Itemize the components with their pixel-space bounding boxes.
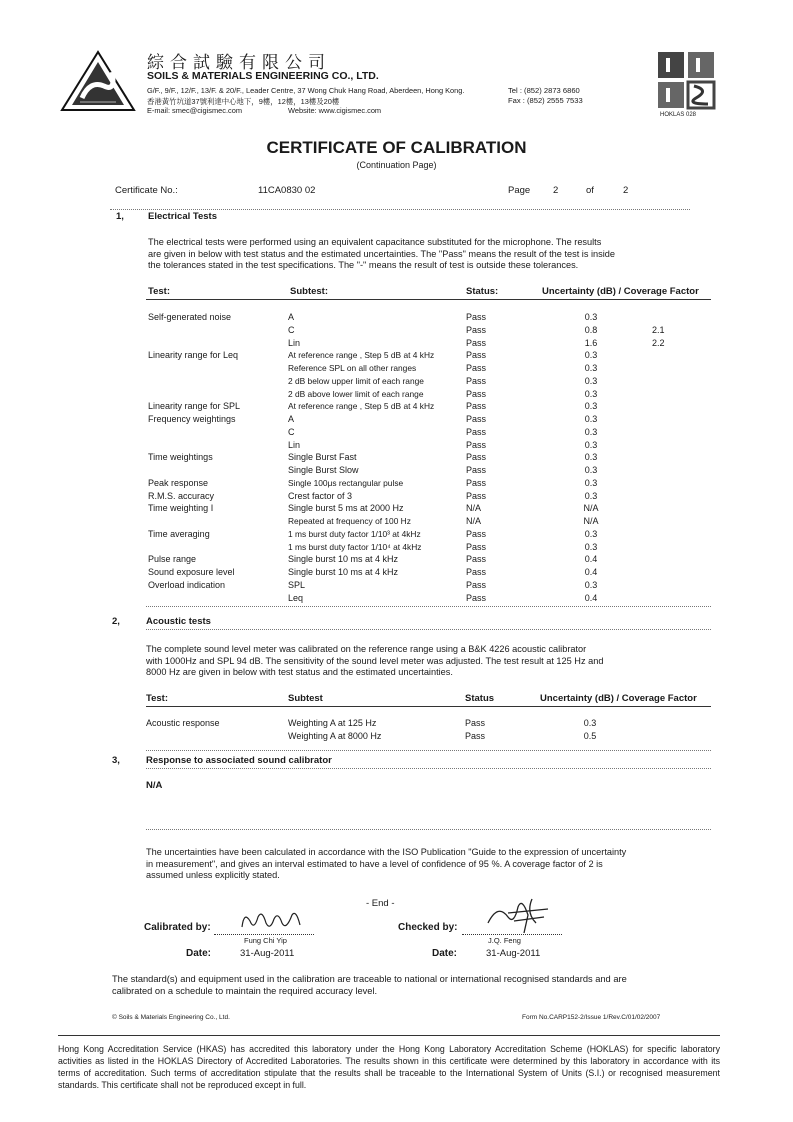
website: Website: www.cigismec.com bbox=[288, 106, 382, 115]
table-cell-status: N/A bbox=[466, 516, 482, 526]
table-cell-unc: 0.3 bbox=[584, 375, 598, 386]
accreditation-footer: Hong Kong Accreditation Service (HKAS) has accredited this laboratory under the Hong Kong Laboratory Accreditation Scheme (HOKLAS) for specific laboratory activities as listed in the HOKLAS Directory of Accredited Laboratories. The results shown in this certificate were determined by this laboratory in accordance with its terms of accreditation. Such terms of accreditation stipulate that the results shall be traceable to the International System of Units (S.I.) or recognised measurement standards. This certificate shall not be reproduced except in full. bbox=[58, 1044, 720, 1090]
paragraph-line: The uncertainties have been calculated in accordance with the ISO Publication "Guide to the expression of uncertainty bbox=[146, 847, 627, 857]
table-cell-subtest: SPL bbox=[288, 579, 306, 590]
table-cell-unc: 0.3 bbox=[583, 718, 597, 728]
section-2-paragraph bbox=[146, 644, 603, 679]
table-cell-unc: 0.3 bbox=[584, 401, 598, 412]
table-cell-test: Linearity range for SPL bbox=[148, 401, 241, 412]
checked-by-label: Checked by: bbox=[398, 922, 458, 933]
paragraph-line: assumed unless explicitly stated. bbox=[146, 870, 280, 881]
table-cell-status: Pass bbox=[466, 439, 487, 450]
section-1-heading: Electrical Tests bbox=[148, 211, 218, 222]
footer-rule bbox=[58, 1035, 720, 1036]
calibrated-by-label: Calibrated by: bbox=[144, 922, 211, 933]
table-cell-unc: 1.6 bbox=[584, 337, 598, 348]
company-name-en: SOILS & MATERIALS ENGINEERING CO., LTD. bbox=[147, 70, 379, 82]
certificate-title: CERTIFICATE OF CALIBRATION bbox=[266, 138, 527, 157]
section-3-number: 3, bbox=[112, 755, 120, 766]
table-cell-subtest: A bbox=[288, 414, 295, 424]
table-cell-subtest: Leq bbox=[288, 592, 304, 603]
table-cell-unc: 0.4 bbox=[584, 592, 598, 603]
copyright: © Soils & Materials Engineering Co., Ltd. bbox=[112, 1014, 230, 1021]
table-cell-test: Pulse range bbox=[148, 554, 197, 565]
table-cell-status: Pass bbox=[466, 312, 487, 322]
paragraph-line: The standard(s) and equipment used in the calibration are traceable to national or international recognised standards and are bbox=[112, 974, 627, 984]
table-cell-subtest: A bbox=[288, 312, 295, 322]
certificate-number-label: Certificate No.: bbox=[115, 185, 178, 196]
table-cell-unc: 0.3 bbox=[584, 350, 598, 361]
table-cell-unc: 0.3 bbox=[584, 528, 598, 539]
table-cell-subtest: Repeated at frequency of 100 Hz bbox=[288, 516, 411, 526]
paragraph-line: the tolerances stated in the test specifications. The "-" means the result of test is outside these tolerances. bbox=[148, 260, 579, 271]
table-cell-status: Pass bbox=[466, 465, 487, 475]
page-label: Page bbox=[508, 185, 531, 196]
table-cell-status: Pass bbox=[466, 350, 487, 361]
table-cell-subtest: Weighting A at 125 Hz bbox=[288, 718, 377, 728]
table-cell-subtest: Reference SPL on all other ranges bbox=[288, 363, 417, 373]
table-cell-test: Overload indication bbox=[148, 579, 226, 590]
table-cell-unc: 0.4 bbox=[584, 567, 598, 577]
table-cell-test: Time averaging bbox=[148, 528, 210, 539]
section-1-paragraph bbox=[148, 237, 615, 272]
table-cell-subtest: Crest factor of 3 bbox=[288, 490, 353, 501]
checked-date: 31-Aug-2011 bbox=[486, 948, 541, 959]
divider bbox=[146, 606, 711, 607]
table-cell-test: Self-generated noise bbox=[148, 312, 232, 322]
company-name-cn: 綜合試驗有限公司 bbox=[147, 53, 331, 73]
paragraph-line: The electrical tests were performed using an equivalent capacitance substituted for the microphone. The results bbox=[148, 237, 602, 247]
calibrated-date: 31-Aug-2011 bbox=[240, 948, 295, 959]
table-cell-test: R.M.S. accuracy bbox=[148, 490, 215, 501]
table-cell-unc: 0.3 bbox=[584, 426, 598, 437]
table-cell-unc: N/A bbox=[583, 503, 599, 514]
table-cell-test: Time weighting I bbox=[148, 503, 214, 514]
table-cell-test: Acoustic response bbox=[146, 718, 220, 728]
table-cell-subtest: Single burst 10 ms at 4 kHz bbox=[288, 554, 399, 565]
table-cell-unc: 0.3 bbox=[584, 363, 598, 373]
column-test: Test: bbox=[148, 286, 170, 297]
table-cell-unc: 0.3 bbox=[584, 439, 598, 450]
divider bbox=[146, 750, 711, 751]
section-2-number: 2, bbox=[112, 616, 120, 627]
table-cell-status: Pass bbox=[466, 401, 487, 412]
divider bbox=[146, 768, 711, 769]
page-number: 2 bbox=[553, 185, 559, 196]
table-cell-unc: 0.3 bbox=[584, 312, 598, 322]
table-cell-status: Pass bbox=[466, 490, 487, 501]
signature-line bbox=[214, 934, 314, 935]
table-cell-status: Pass bbox=[466, 452, 487, 463]
uncertainty-note bbox=[146, 847, 626, 882]
table-cell-subtest: Single Burst Slow bbox=[288, 465, 359, 475]
table-cell-subtest: 2 dB above lower limit of each range bbox=[288, 388, 424, 399]
checked-by-name: J.Q. Feng bbox=[488, 936, 521, 945]
company-logo bbox=[60, 50, 136, 112]
paragraph-line: with 1000Hz and SPL 94 dB. The sensitivity of the sound level meter was adjusted. The test result at 125 Hz and bbox=[146, 655, 604, 666]
table-cell-subtest: Lin bbox=[288, 337, 301, 348]
certificate-number: 11CA0830 02 bbox=[258, 185, 316, 196]
table-cell-status: Pass bbox=[466, 388, 487, 399]
table-cell-subtest: 1 ms burst duty factor 1/10³ at 4kHz bbox=[288, 528, 421, 539]
table-cell-status: Pass bbox=[466, 363, 487, 373]
table-cell-test: Peak response bbox=[148, 477, 209, 488]
table-cell-status: Pass bbox=[466, 592, 487, 603]
table-cell-subtest: Single burst 5 ms at 2000 Hz bbox=[288, 503, 404, 514]
table-cell-subtest: C bbox=[288, 324, 295, 335]
table-cell-status: Pass bbox=[466, 337, 487, 348]
column-uncertainty: Uncertainty (dB) / Coverage Factor bbox=[542, 286, 699, 297]
page-of-label: of bbox=[586, 185, 594, 196]
section-3-heading: Response to associated sound calibrator bbox=[146, 755, 332, 766]
table-cell-status: Pass bbox=[466, 541, 487, 552]
table-cell-subtest: Single burst 10 ms at 4 kHz bbox=[288, 567, 399, 577]
table-cell-status: Pass bbox=[466, 528, 487, 539]
table-cell-status: N/A bbox=[466, 503, 482, 514]
section-2-heading: Acoustic tests bbox=[146, 616, 211, 627]
address-cn: 香港黃竹坑道37號利達中心地下，9樓，12樓，13樓及20樓 bbox=[147, 97, 340, 106]
certificate-subtitle: (Continuation Page) bbox=[356, 160, 437, 170]
table-cell-status: Pass bbox=[466, 426, 487, 437]
table-cell-unc: N/A bbox=[583, 516, 599, 526]
traceability-statement bbox=[112, 974, 627, 997]
section-1-number: 1, bbox=[116, 211, 124, 222]
divider bbox=[146, 829, 711, 830]
table-cell-test: Frequency weightings bbox=[148, 414, 236, 424]
page-total: 2 bbox=[623, 185, 629, 196]
table-cell-test: Sound exposure level bbox=[148, 567, 235, 577]
table-cell-unc: 0.5 bbox=[583, 730, 597, 741]
table-cell-status: Pass bbox=[466, 554, 487, 565]
table-cell-unc: 0.3 bbox=[584, 579, 598, 590]
paragraph-line: in measurement", and gives an interval estimated to have a level of confidence of 95 %. A coverage factor of 2 is bbox=[146, 858, 603, 869]
table-cell-status: Pass bbox=[466, 567, 487, 577]
table-cell-k: 2.2 bbox=[652, 337, 665, 348]
table-cell-test: Linearity range for Leq bbox=[148, 350, 239, 361]
column-test: Test: bbox=[146, 693, 168, 704]
column-status: Status bbox=[465, 693, 495, 704]
accreditation-number: HOKLAS 028 bbox=[660, 112, 697, 118]
telephone: Tel : (852) 2873 6860 bbox=[508, 86, 580, 95]
table-cell-status: Pass bbox=[466, 579, 487, 590]
table-cell-k: 2.1 bbox=[652, 324, 665, 335]
table-cell-unc: 0.3 bbox=[584, 490, 598, 501]
table-cell-status: Pass bbox=[465, 730, 486, 741]
table-cell-subtest: Lin bbox=[288, 439, 301, 450]
checker-signature bbox=[478, 893, 558, 937]
column-uncertainty: Uncertainty (dB) / Coverage Factor bbox=[540, 693, 697, 704]
address-en: G/F., 9/F., 12/F., 13/F. & 20/F., Leader Centre, 37 Wong Chuk Hang Road, Aberdeen, Hong Kong. bbox=[147, 86, 465, 95]
table-cell-unc: 0.8 bbox=[584, 324, 598, 335]
table-cell-unc: 0.3 bbox=[584, 465, 598, 475]
paragraph-line: The complete sound level meter was calibrated on the reference range using a B&K 4226 acoustic calibrator bbox=[146, 644, 587, 654]
table-cell-subtest: At reference range , Step 5 dB at 4 kHz bbox=[288, 401, 435, 412]
column-subtest: Subtest: bbox=[290, 286, 328, 297]
table-cell-unc: 0.3 bbox=[584, 388, 598, 399]
section-3-value: N/A bbox=[146, 780, 163, 791]
header-rule bbox=[146, 299, 711, 300]
form-number: Form No.CARP152-2/Issue 1/Rev.C/01/02/2007 bbox=[522, 1014, 661, 1021]
table-cell-unc: 0.3 bbox=[584, 477, 598, 488]
table-cell-unc: 0.3 bbox=[584, 414, 598, 424]
table-cell-test: Time weightings bbox=[148, 452, 213, 463]
table-cell-subtest: 1 ms burst duty factor 1/10⁴ at 4kHz bbox=[288, 541, 422, 552]
end-marker: - End - bbox=[366, 898, 395, 909]
date-label: Date: bbox=[186, 948, 212, 959]
column-subtest: Subtest bbox=[288, 693, 323, 704]
table-cell-unc: 0.3 bbox=[584, 541, 598, 552]
divider bbox=[110, 209, 690, 210]
email: E-mail: smec@cigismec.com bbox=[147, 106, 242, 115]
table-cell-unc: 0.4 bbox=[584, 554, 598, 565]
date-label: Date: bbox=[432, 948, 458, 959]
fax: Fax : (852) 2555 7533 bbox=[508, 96, 583, 105]
table-cell-unc: 0.3 bbox=[584, 452, 598, 463]
table-cell-status: Pass bbox=[466, 414, 487, 424]
calibrator-signature bbox=[236, 905, 306, 935]
hkas-logo bbox=[656, 50, 718, 118]
table-cell-status: Pass bbox=[466, 477, 487, 488]
table-cell-subtest: Single 100μs rectangular pulse bbox=[288, 477, 404, 488]
table-cell-status: Pass bbox=[465, 718, 486, 728]
table-cell-status: Pass bbox=[466, 375, 487, 386]
signature-line bbox=[462, 934, 562, 935]
paragraph-line: are given in below with test status and the estimated uncertainties. The "Pass" means the result of the test is inside bbox=[148, 248, 615, 259]
table-cell-status: Pass bbox=[466, 324, 487, 335]
table-cell-subtest: At reference range , Step 5 dB at 4 kHz bbox=[288, 350, 435, 361]
table-cell-subtest: 2 dB below upper limit of each range bbox=[288, 375, 424, 386]
divider bbox=[146, 629, 711, 630]
column-status: Status: bbox=[466, 286, 499, 297]
table-cell-subtest: C bbox=[288, 426, 295, 437]
paragraph-line: 8000 Hz are given in below with test status and the estimated uncertainties. bbox=[146, 667, 453, 678]
header-rule bbox=[146, 706, 711, 707]
calibrated-by-name: Fung Chi Yip bbox=[244, 936, 287, 945]
table-cell-subtest: Single Burst Fast bbox=[288, 452, 357, 463]
paragraph-line: calibrated on a schedule to maintain the required accuracy level. bbox=[112, 985, 378, 996]
table-cell-subtest: Weighting A at 8000 Hz bbox=[288, 730, 382, 741]
